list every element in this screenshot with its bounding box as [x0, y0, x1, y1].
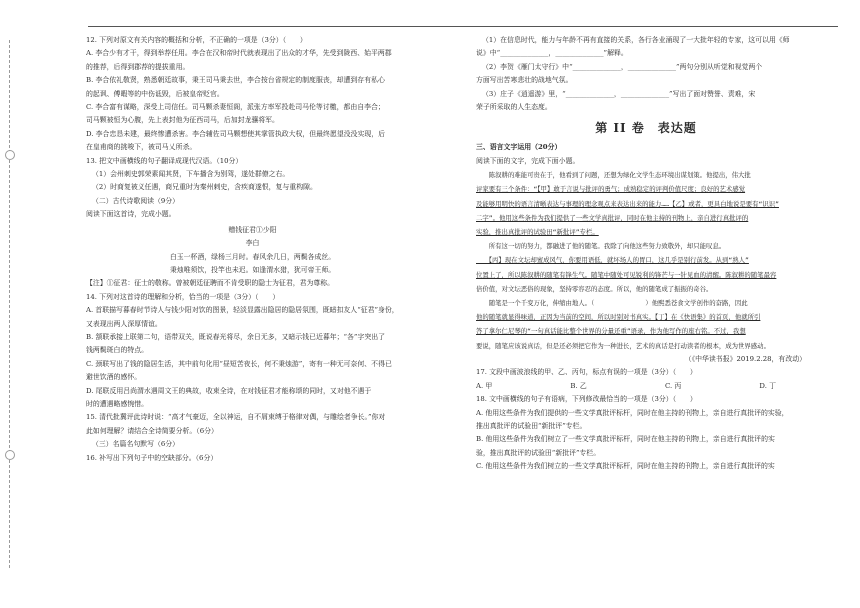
passage-line: 倍价值，对文坛恶俗的现象，坚持零容忍的态度。所以，他的随笔成了振振的奇谷。 [476, 284, 713, 293]
recitation-continuation [476, 34, 816, 114]
left-line: 15. 清代批冀评此诗时说：“高才气豪迈，全以神运，自不屑束缚于格律对偶，与雕绘者争长。”你对 [86, 413, 386, 422]
passage-source: （《中华读书报》2019.2.28，有改动） [684, 354, 806, 363]
left-line: 12. 下列对原文有关内容的概括和分析，不正确的一项是（3分）（ ） [86, 36, 307, 44]
left-line: 在皇甫商的挑唆下，被司马乂所杀。 [86, 143, 197, 152]
q18-options-line: 验，推出真批评的试验田“新批评”专栏。 [476, 448, 601, 457]
left-line: 14. 下列对这首诗的理解和分析，恰当的一项是（3分）（ ） [86, 292, 280, 301]
left-line: C. 李合富有谋略，深受上司信任。司马颗杀妻恒阁，派张方率军投赴司马伦等讨檄，都由自李合； [86, 103, 385, 112]
left-line: 13. 把文中画横线的句子翻译成现代汉语。（10分） [86, 156, 243, 165]
option-label: C. 丙 [664, 381, 682, 390]
left-line: 此如何理解？请结合全诗简要分析。（6分） [86, 426, 218, 435]
passage-line: 要说，随笔应该说真话，但是还必须把它作为一种进长，艺术的真话是打动读者的根本，成为世界感动。 [476, 341, 770, 350]
passage-intro: 阅读下面的文字，完成下面小题。 [476, 156, 580, 165]
passage-line: 他的随笔就显得味道，正因为当前的空间，所以时别对书真实。【丁】在《快语集》的首页，他就所引 [476, 313, 761, 322]
q18-options-line: B. 他用这些条件为我们树立了一些文学真批评标杆，同时在他主持的刊物上，亲自进行真批评的实 [476, 435, 775, 444]
left-line: D. 李合忠恳未建，最终惨遭杀害。李合辅佐司马颗想使其掌管执政大权，但最终愿望没没实现，后 [86, 129, 386, 138]
right-column [476, 34, 816, 474]
left-line: B. 颔联承接上联第二句，语带双关，既说春光将尽，余日无多，又暗示钱已近暮年；“各”字突出了 [86, 332, 386, 341]
left-line: （二）古代诗歌阅读（9分） [92, 196, 180, 205]
right-top-line: （3）庄子《逍遥游》里，“______________，______________”写出了面对赞誉、责难，宋 [482, 89, 756, 98]
passage-line: 陈叙耕的难能可贵在于，他看到了问题，还想为绿化文学生态环境出谋划策。他提出，伟大批 [476, 171, 751, 180]
section-title: 第 II 卷 表达题 [595, 121, 697, 136]
left-line: （三）名篇名句默写（6分） [92, 440, 180, 449]
left-line: D. 尾联反用吕尚渭水遇周文王的典故，收束全诗，在对钱征君才能称颂的同时，又对他不遇于 [86, 386, 372, 395]
left-line: 秉烛唯须饮，投竿也未迟。如逢渭水猎，犹可帝王师。 [169, 265, 336, 274]
option-label: B. 乙 [570, 381, 587, 390]
option-label: D. 丁 [759, 381, 776, 390]
question-17: 17. 文段中画波浪线的甲、乙、丙句，标点有误的一项是（3分）（ ） [476, 368, 697, 377]
passage-line: 随笔是一个千变万化，伸缩由地人。（ ）他熙悉苍食文学创作的奋路，因此 [476, 299, 748, 308]
q18-options-line: C. 他用这些条件为我们树立的一些文学真批评标杆，同时在他主持的刊物上，亲自进行真批评的实 [476, 462, 775, 471]
right-top-line: 方面写出苦寒悲壮的战地气氛。 [476, 76, 573, 85]
question-18: 18. 文中画横线的句子有语病，下列修改最恰当的一项是（3分）（ ） [476, 395, 697, 404]
left-line: A. 李合少有才干，得到举荐任用。李合在汉和帝时代就表现出了出众的才华，先受到陇西、始平两郡 [86, 49, 392, 58]
passage-line: 所有这一切的努力，都融进了他的随笔。我除了向他这些努力致敬外，却只能叹息。 [476, 242, 726, 251]
left-line: C. 颈联写出了钱的隐居生活，其中前句化用“昼短苦夜长，何不秉烛游”，寄有一种无可奈何、不得已 [86, 359, 392, 368]
left-line: 16. 补写出下列句子中的空缺部分。（6分） [86, 453, 218, 462]
left-line: B. 李合依礼敬贤，熟悉朝廷故事，秉王司马秉去世，李合按台省规定的制度服丧，却遭到存有私心 [86, 76, 385, 85]
passage-line: 实验，推出真批评的试验田“新批评”专栏。 [476, 228, 599, 237]
left-line: 钱两鬓斑白的特点。 [86, 346, 149, 355]
passage-line: 及能够用明快的语言清晰表达与事理的理念观点来表达出来的能力……【乙】或者，更具白地说是要有“识识” [476, 199, 779, 208]
passage-line: 答了拿尔仁尼琴的“一句真话能比整个世界的分量还重”语录，作为他写作的座右铭。不过，我想 [476, 327, 746, 336]
left-line: （2）时商复被义任遇，商兄重时为秦州刺史，含疾商遂恨，复与重构隙。 [92, 183, 317, 192]
left-line: 【注】①征君：征士的敬称。曾被朝廷征聘而不肯受职的隐士为征君，君为尊称。 [86, 279, 335, 288]
q18-options-line: A. 他用这些条件为我们提供的一些文学真批评标杆，同时在他主持的刊物上，亲自进行真批评的实验， [476, 408, 789, 417]
right-top-line: 说》中“______________，______________”解释。 [476, 49, 628, 58]
section-heading: 三、语言文字运用（20分） [476, 143, 562, 152]
option-label: A. 甲 [476, 381, 493, 390]
left-line: 的起讽、傅暇等的中伤诋毁，后被皇帝贬官。 [86, 89, 224, 98]
left-line: 的推荐，后得到郡荐的提拔重用。 [86, 62, 190, 71]
passage-line: 二字”。他用这些条件为我们提供了一些文学真批评，同时在他主持的刊物上，亲自进行真批评的 [476, 213, 749, 222]
right-top-line: 荣子所采取的人生态度。 [476, 103, 552, 112]
passage-line: 【丙】现在文坛却蜜成风气，你要用语低，就坏场人的胃口，这几乎是别行前发。从到“熟人” [476, 256, 749, 265]
passage-line: 位置上了，所以陈叙耕的随笔有锋生气。随笔中随处可见锐利的锋芒与一针见血的清醒。陈叙耕的随笔最容 [476, 270, 777, 279]
header-rule [88, 26, 838, 27]
right-top-line: （2）李贺《雁门太守行》中“______________，______________”两句分别从听觉和视觉两个 [482, 62, 763, 71]
left-line: （1）会州刺史郭荣素闻其贤，下车播含为别驾，遂处群僚之右。 [92, 170, 290, 179]
left-line: 又表现出两人深厚情谊。 [86, 319, 162, 328]
left-line: 避世饮酒的感怀。 [86, 373, 142, 382]
question-17-options [476, 380, 816, 393]
left-line: 李白 [245, 239, 260, 248]
binding-fold-line [9, 40, 10, 568]
left-line: A. 首联描写暮春时节诗人与钱少阳对饮的图景，轻淡显露出隐居的隐居氛围，既暗扣友人“征君”身份， [86, 306, 399, 315]
right-top-line: （1）在信息时代，能力与年龄不再有直接的关系，各行各业涌现了一大批年轻的专家，这可以用《师 [482, 36, 790, 44]
left-line: 白玉一杯酒，绿杨三月时。春风余几日，两鬓各成丝。 [169, 252, 336, 261]
binding-hole-icon [5, 450, 15, 460]
question-18-options [476, 407, 816, 474]
left-line: 赠钱征君①少阳 [228, 225, 277, 234]
binding-hole-icon [5, 150, 15, 160]
left-line: 时的遭遇略感惋惜。 [86, 399, 149, 408]
q18-options-line: 推出真批评的试验田“新批评”专栏。 [476, 421, 587, 430]
left-column [86, 34, 419, 465]
left-line: 阅读下面这首诗，完成小题。 [86, 210, 176, 219]
passage-line: 评家要有三个条件：“【甲】敢于言说与批评的勇气；成熟稳定的评判价值尺度；良好的艺术感觉 [476, 185, 746, 194]
left-line: 司马颗被恒为心腹，先上表封他为征西司马，后加封龙骧将军。 [86, 116, 279, 125]
reading-passage [476, 168, 816, 353]
